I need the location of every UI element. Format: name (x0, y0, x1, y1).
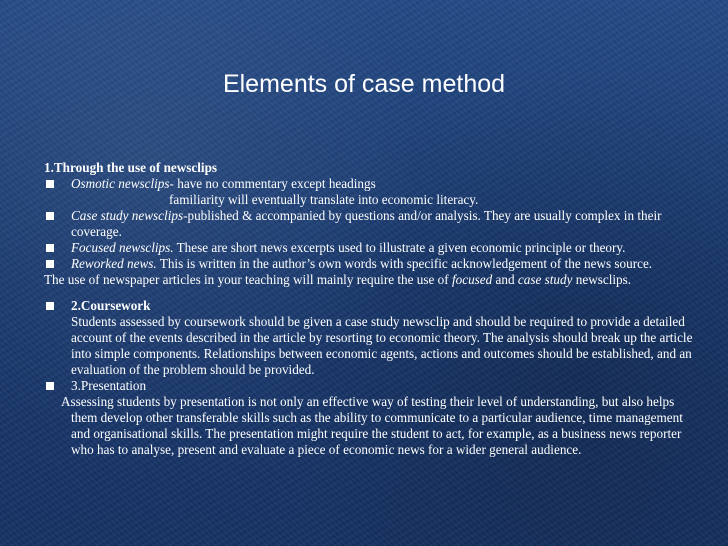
square-bullet-icon (46, 180, 54, 188)
item-text: have no commentary except headings (173, 176, 376, 191)
square-bullet-icon (46, 260, 54, 268)
square-bullet-icon (46, 382, 54, 390)
section-heading-newsclips: 1.Through the use of newsclips (44, 160, 218, 175)
summary-text: The use of newspaper articles in your teaching will mainly require the use of focused and case study newsclips. (44, 272, 632, 287)
item-text: This is written in the author’s own words with specific acknowledgement of the news source. (156, 256, 653, 271)
item-text: These are short news excerpts used to illustrate a given economic principle or theory. (173, 240, 626, 255)
coursework-text: Students assessed by coursework should be given a case study newsclip and should be required to provide a detailed account of the events described in the article by resorting to economic theory. The analysis should break up the article into simple components. Relationships between economic agents, actions and outcomes should be established, and an evaluation of the problem should be provided. (71, 314, 693, 377)
list-item (44, 240, 694, 256)
list-item-coursework (44, 298, 694, 378)
list-item-presentation (44, 378, 694, 394)
term-label: Osmotic newsclips- (71, 176, 174, 191)
presentation-text: Assessing students by presentation is not only an effective way of testing their level of understanding, but also helps them develop other transferable skills such as the ability to communicate to a particular audience, time management and organisational skills. The presentation might require the student to act, for example, as a business news reporter who has to analyse, present and evaluate a piece of economic news for a wider general audience. (61, 394, 683, 457)
term-label: Focused newsclips. (71, 240, 174, 255)
item-text: published & accompanied by questions and/or analysis. They are usually complex in their coverage. (71, 208, 662, 239)
item-continuation: familiarity will eventually translate into economic literacy. (169, 192, 479, 207)
section-heading-presentation: 3.Presentation (71, 378, 147, 393)
list-item (44, 208, 694, 240)
list-item (44, 256, 694, 272)
slide-title: Elements of case method (222, 70, 506, 98)
square-bullet-icon (46, 302, 54, 310)
square-bullet-icon (46, 244, 54, 252)
slide-body (44, 160, 694, 458)
term-label: Case study newsclips- (71, 208, 188, 223)
section-heading-coursework: 2.Coursework (71, 298, 151, 313)
square-bullet-icon (46, 212, 54, 220)
term-label: Reworked news. (71, 256, 157, 271)
list-item (44, 176, 694, 208)
